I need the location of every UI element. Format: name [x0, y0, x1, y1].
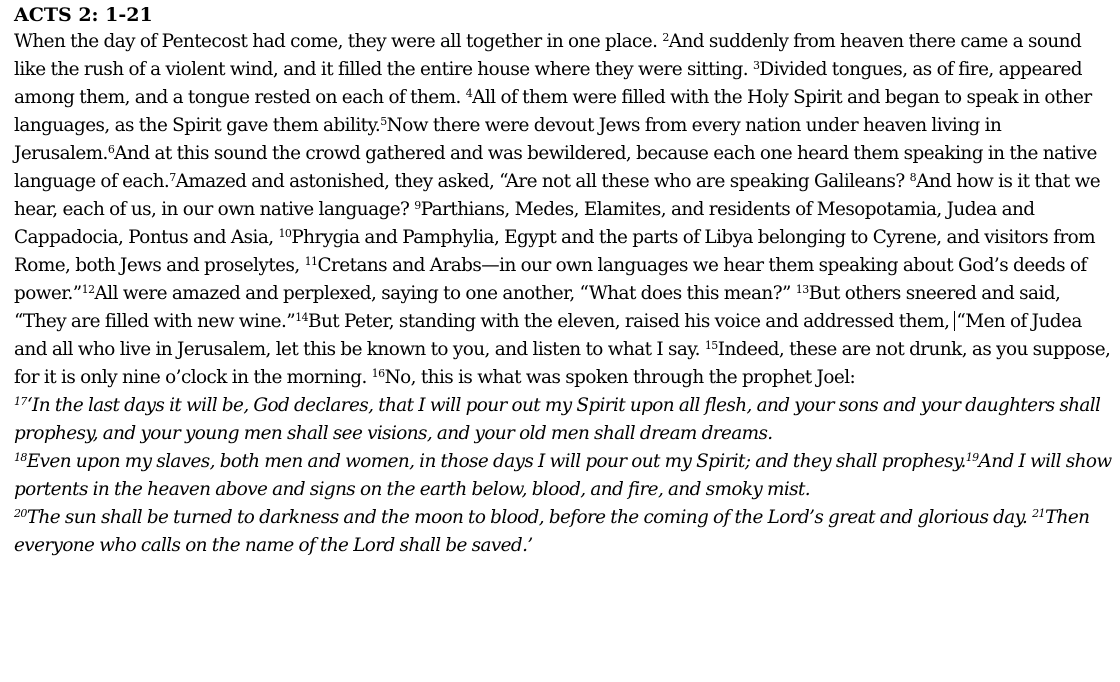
verse-number-3: 3 — [752, 59, 760, 72]
passage-prose[interactable] — [14, 28, 1114, 392]
verse-number-6: 6 — [107, 143, 115, 156]
verse-18-text: Even upon my slaves, both men and women, in those days I will pour out my Spirit; and they shall prophesy. — [26, 451, 966, 472]
verse-number-20: 20 — [14, 507, 27, 520]
verse-14-text-a: But Peter, standing with the eleven, raised his voice and addressed them, — [308, 311, 955, 332]
verse-20-text: The sun shall be turned to darkness and the moon to blood, before the coming of the Lord’s great and glorious day. — [26, 507, 1033, 528]
verse-6-text: And at this sound the crowd gathered and was bewildered, because each one heard them speaking in the native language of each. — [14, 143, 1097, 192]
poetry-stanza-1[interactable] — [14, 392, 1114, 448]
verse-number-15: 15 — [704, 339, 718, 352]
verse-number-17: 17 — [14, 395, 27, 408]
verse-15-text: Indeed, these are not drunk, as you suppose, for it is only nine o’clock in the morning. — [14, 339, 1111, 388]
verse-number-4: 4 — [465, 87, 473, 100]
verse-5-text: Now there were devout Jews from every nation under heaven living in Jerusalem. — [14, 115, 1002, 164]
verse-11-text: Cretans and Arabs—in our own languages we hear them speaking about God’s deeds of power.” — [14, 255, 1087, 304]
verse-21-text: Then everyone who calls on the name of the Lord shall be saved.’ — [14, 507, 1090, 556]
verse-number-14: 14 — [295, 311, 308, 324]
document-page[interactable] — [14, 2, 1114, 560]
verse-7-text: Amazed and astonished, they asked, “Are not all these who are speaking Galileans? — [175, 171, 910, 192]
verse-number-8: 8 — [909, 171, 917, 184]
verse-12-text: All were amazed and perplexed, saying to one another, “What does this mean?” — [94, 283, 796, 304]
verse-number-21: 21 — [1032, 507, 1045, 520]
verse-16-text: No, this is what was spoken through the prophet Joel: — [384, 367, 856, 388]
verse-number-18: 18 — [14, 451, 27, 464]
verse-number-9: 9 — [414, 199, 421, 212]
verse-14-text-b: “Men of Judea and all who live in Jerusalem, let this be known to you, and listen to what I say. — [14, 311, 1082, 360]
verse-13-text: But others sneered and said, “They are filled with new wine.” — [14, 283, 1061, 332]
verse-10-text: Phrygia and Pamphylia, Egypt and the parts of Libya belonging to Cyrene, and visitors from Rome, both Jews and proselytes, — [14, 227, 1095, 276]
verse-number-10: 10 — [278, 227, 292, 240]
verse-number-2: 2 — [662, 31, 669, 44]
verse-4-text: All of them were filled with the Holy Spirit and began to speak in other languages, as the Spirit gave them ability. — [14, 87, 1092, 136]
verse-number-16: 16 — [371, 367, 385, 380]
verse-9-text: Parthians, Medes, Elamites, and residents of Mesopotamia, Judea and Cappadocia, Pontus and Asia, — [14, 199, 1035, 248]
verse-3-text: Divided tongues, as of fire, appeared among them, and a tongue rested on each of them. — [14, 59, 1083, 108]
verse-19-text: And I will show portents in the heaven above and signs on the earth below, blood, and fire, and smoky mist. — [14, 451, 1112, 500]
verse-number-11: 11 — [304, 255, 318, 268]
poetry-stanza-3[interactable] — [14, 504, 1114, 560]
verse-number-7: 7 — [169, 171, 176, 184]
verse-number-5: 5 — [380, 115, 387, 128]
passage-heading: ACTS 2: 1-21 — [14, 4, 153, 26]
verse-number-19: 19 — [965, 451, 979, 464]
verse-1-text: When the day of Pentecost had come, they were all together in one place. — [14, 31, 663, 52]
verse-2-text: And suddenly from heaven there came a sound like the rush of a violent wind, and it filled the entire house where they were sitting. — [14, 31, 1082, 80]
verse-number-12: 12 — [81, 283, 95, 296]
poetry-stanza-2[interactable] — [14, 448, 1114, 504]
verse-8-text: And how is it that we hear, each of us, in our own native language? — [14, 171, 1101, 220]
verse-number-13: 13 — [795, 283, 809, 296]
verse-17-text: ‘In the last days it will be, God declares, that I will pour out my Spirit upon all flesh, and your sons and your daughters shall prophesy, and your young men shall see visions, and your old men shall dream dreams. — [14, 395, 1101, 444]
